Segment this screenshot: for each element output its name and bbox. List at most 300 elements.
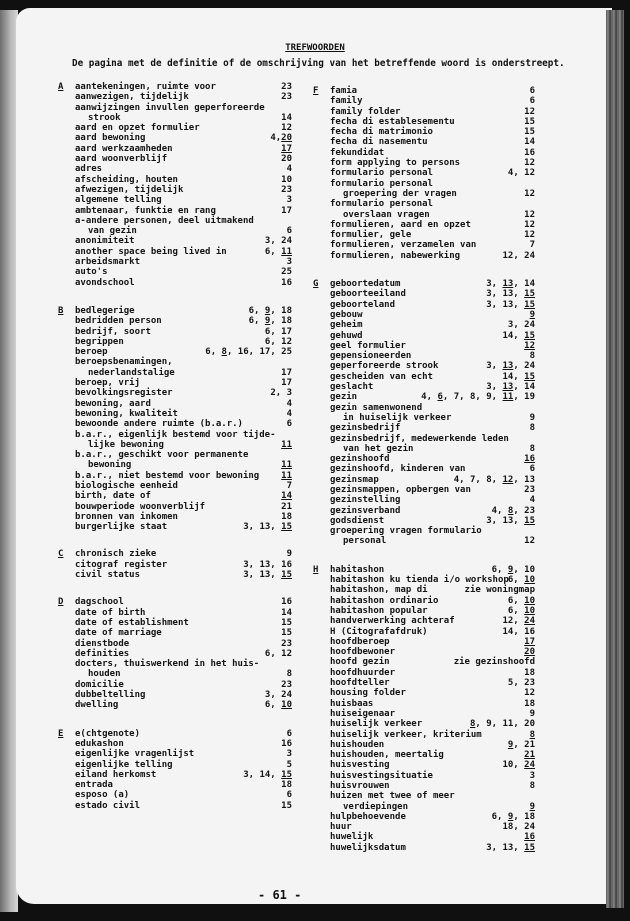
definition-page-underlined: 11: [281, 470, 292, 481]
index-term: gezinsmap: [330, 474, 379, 485]
index-page-refs: 16: [281, 738, 292, 749]
index-term: bronnen van inkomen: [75, 511, 178, 522]
index-page-refs: 14, 15: [502, 330, 535, 341]
index-term: auto's: [75, 267, 108, 278]
index-term: in huiselijk verkeer: [343, 412, 452, 423]
index-term: eigenlijke vragenlijst: [75, 749, 195, 760]
index-entry: [313, 678, 535, 688]
index-term: civil status: [75, 570, 141, 581]
index-page-refs: 4: [529, 495, 535, 506]
index-term: definities: [75, 648, 130, 659]
definition-page-underlined: 9: [264, 305, 271, 316]
index-section-c: [58, 549, 292, 580]
index-entry: [58, 399, 292, 409]
index-entry: [58, 502, 292, 512]
index-page-refs: 3, 14, 15: [243, 769, 292, 780]
index-page-refs: 16: [281, 277, 292, 288]
index-section-h: [313, 565, 535, 853]
index-entry: [58, 278, 292, 288]
index-entry: [313, 158, 535, 168]
index-page-refs: 3: [529, 770, 535, 781]
index-page-refs: 3, 13, 15: [486, 289, 535, 300]
index-entry: [313, 107, 535, 117]
index-page-refs: 7: [286, 480, 292, 491]
index-page-refs: 16: [281, 597, 292, 608]
index-page-refs: 7: [529, 240, 535, 251]
index-entry: [313, 647, 535, 657]
index-page-refs: 12: [524, 230, 535, 241]
index-entry: [58, 700, 292, 710]
index-term: formulieren, nabewerking: [330, 250, 461, 261]
index-page-refs: 3, 24: [507, 320, 535, 331]
index-page-refs: 5: [286, 759, 292, 770]
index-term: formulario personal: [330, 178, 433, 189]
definition-page-underlined: 13: [502, 382, 514, 393]
index-term: habitashon ordinario: [330, 595, 439, 606]
index-entry: [313, 657, 535, 667]
index-term: gezinsmappen, opbergen van: [330, 484, 471, 495]
index-page-refs: 15: [281, 617, 292, 628]
index-page-refs: [524, 832, 535, 842]
index-entry: [58, 450, 292, 460]
index-entry: [313, 220, 535, 230]
definition-page-underlined: 15: [524, 289, 535, 300]
index-term: citograf register: [75, 559, 168, 570]
index-entry: [58, 82, 292, 92]
index-section-d: [58, 597, 292, 710]
index-term: gezinsverband: [330, 505, 401, 516]
definition-page-underlined: 8: [469, 719, 476, 730]
index-entry: [58, 92, 292, 102]
index-page-refs: 6, 9, 18: [248, 305, 292, 316]
index-page-refs: [530, 730, 535, 740]
index-term: domicilie: [75, 679, 124, 690]
index-term: dienstbode: [75, 638, 130, 649]
index-entry: [313, 740, 535, 750]
index-page-refs: 17: [281, 378, 292, 389]
index-entry: [313, 750, 535, 760]
index-term: bewoning, aard: [75, 398, 151, 409]
index-term: personal: [343, 536, 387, 547]
index-entry: [313, 526, 535, 536]
index-term: bewoonde andere ruimte (b.a.r.): [75, 419, 243, 430]
index-page-refs: 15: [281, 628, 292, 639]
index-entry: [313, 791, 535, 801]
index-entry: [58, 378, 292, 388]
index-page-refs: 18: [281, 780, 292, 791]
index-page-refs: 18: [524, 698, 535, 709]
index-page-refs: 6: [286, 419, 292, 430]
index-page-refs: 14, 15: [502, 371, 535, 382]
index-entry: [58, 113, 292, 123]
definition-page-underlined: 11: [281, 439, 292, 450]
index-page-refs: 8: [529, 443, 535, 454]
index-term: gezinstelling: [330, 495, 401, 506]
index-term: gezinshoofd, kinderen van: [330, 464, 466, 475]
index-term: formulario personal: [330, 199, 433, 210]
index-term: b.a.r., niet bestemd voor bewoning: [75, 470, 260, 481]
index-entry: [313, 320, 535, 330]
index-term: huisvestingsituatie: [330, 770, 433, 781]
index-section-a: [58, 82, 292, 288]
index-page-refs: [281, 460, 292, 470]
definition-page-underlined: 10: [524, 575, 535, 586]
index-term: date of birth: [75, 607, 146, 618]
index-page-refs: 4, 6, 7, 8, 9, 11, 19: [421, 392, 535, 403]
index-entry: [58, 226, 292, 236]
index-entry: [313, 444, 535, 454]
index-entry: [58, 247, 292, 257]
index-page-refs: 12: [524, 106, 535, 117]
index-page-refs: 12: [524, 219, 535, 230]
index-entry: [58, 144, 292, 154]
index-page-refs: 3, 24: [264, 236, 292, 247]
index-entry: [313, 148, 535, 158]
index-term: gescheiden van echt: [330, 371, 433, 382]
page-title-text: TREFWOORDEN: [285, 43, 345, 53]
index-entry: [58, 216, 292, 226]
index-entry: [313, 506, 535, 516]
index-term: date of establishment: [75, 617, 189, 628]
index-entry: [313, 96, 535, 106]
index-term: bewoning: [88, 460, 132, 471]
index-section-b: [58, 306, 292, 533]
index-entry: [58, 491, 292, 501]
index-page-refs: 3: [286, 195, 292, 206]
definition-page-underlined: 9: [507, 811, 514, 822]
index-term: habitashon: [330, 564, 385, 575]
index-term: bedlegerige: [75, 305, 135, 316]
index-entry: [313, 464, 535, 474]
index-term: huur: [330, 822, 352, 833]
page-title: [0, 43, 630, 53]
index-page-refs: 10, 24: [502, 760, 535, 771]
index-term: hoofdteller: [330, 678, 390, 689]
index-term: family folder: [330, 106, 401, 117]
index-term: estado civil: [75, 800, 141, 811]
index-entry: [58, 440, 292, 450]
index-entry: [313, 575, 535, 585]
index-term: birth, date of: [75, 491, 151, 502]
definition-page-underlined: 6: [437, 392, 443, 403]
index-page-refs: [524, 454, 535, 464]
index-entry: [313, 627, 535, 637]
index-term: bewoning, kwaliteit: [75, 408, 178, 419]
index-entry: [313, 730, 535, 740]
index-page-refs: 4, 7, 8, 12, 13: [453, 474, 535, 485]
index-term: anonimiteit: [75, 236, 135, 247]
index-page-refs: 9: [286, 549, 292, 560]
index-term: huisbaas: [330, 698, 374, 709]
index-entry: [313, 781, 535, 791]
index-term: huiselijk verkeer: [330, 719, 423, 730]
index-page-refs: 6, 9, 10: [491, 564, 535, 575]
index-entry: [313, 117, 535, 127]
index-entry: [58, 739, 292, 749]
index-entry: [313, 230, 535, 240]
index-term: bedridden person: [75, 316, 162, 327]
index-page-refs: 4: [286, 408, 292, 419]
index-term: huiselijk verkeer, kriterium: [330, 729, 482, 740]
index-page-refs: 9: [529, 412, 535, 423]
index-term: beroep: [75, 347, 108, 358]
index-entry: [313, 210, 535, 220]
index-page-refs: 6: [529, 86, 535, 96]
index-term: arbeidsmarkt: [75, 257, 141, 268]
index-entry: [313, 475, 535, 485]
index-page-refs: 14, 16: [502, 626, 535, 637]
index-term: fecha di matrimonio: [330, 127, 433, 138]
index-entry: [313, 251, 535, 261]
index-page-refs: 4, 8, 23: [491, 505, 535, 516]
index-page-refs: 23: [524, 484, 535, 495]
index-entry: [313, 454, 535, 464]
index-term: verdiepingen: [343, 801, 409, 812]
index-term: bouwperiode woonverblijf: [75, 501, 206, 512]
index-term: form applying to persons: [330, 158, 461, 169]
index-page-refs: 6, 12: [264, 336, 292, 347]
index-entry: [58, 618, 292, 628]
index-entry: [58, 154, 292, 164]
index-term: hulpbehoevende: [330, 811, 406, 822]
index-term: geboorteeiland: [330, 289, 406, 300]
index-page-refs: 15: [524, 116, 535, 127]
section-letter: D: [58, 597, 64, 608]
definition-page-underlined: 11: [281, 460, 292, 471]
index-entry: [313, 413, 535, 423]
index-page-refs: 14: [524, 137, 535, 148]
index-entry: [313, 516, 535, 526]
index-page-refs: 20: [281, 154, 292, 165]
index-page-refs: 23: [281, 679, 292, 690]
index-page-refs: 2, 3: [270, 388, 292, 399]
index-page-refs: zie gezinshoofd: [453, 657, 535, 668]
index-term: housing folder: [330, 688, 406, 699]
definition-page-underlined: 10: [281, 700, 292, 711]
index-term: hoofdhuurder: [330, 667, 396, 678]
index-term: hoofdbewoner: [330, 647, 396, 658]
index-term: huisvrouwen: [330, 781, 390, 791]
index-term: hoofd gezin: [330, 657, 390, 668]
index-entry: [313, 699, 535, 709]
index-term: van het gezin: [343, 443, 414, 454]
definition-page-underlined: 20: [524, 647, 535, 658]
index-page-refs: 8: [529, 351, 535, 362]
index-term: huishouden, meertalig: [330, 750, 444, 761]
index-term: gezinsbedrijf: [330, 423, 401, 434]
index-page-refs: 3, 13, 15: [243, 570, 292, 581]
index-term: formulier, gele: [330, 230, 412, 241]
index-term: formulieren, aard en opzet: [330, 219, 471, 230]
index-entry: [313, 189, 535, 199]
index-entry: [313, 565, 535, 575]
index-entry: [313, 351, 535, 361]
index-entry: [58, 327, 292, 337]
index-term: eigenlijke telling: [75, 759, 173, 770]
index-entry: [313, 361, 535, 371]
definition-page-underlined: 9: [507, 564, 514, 575]
index-page-refs: 3, 13, 16: [243, 559, 292, 570]
index-column-right: [313, 86, 535, 853]
definition-page-underlined: 12: [502, 474, 514, 485]
index-page-refs: 4: [286, 164, 292, 175]
index-term: ambtenaar, funktie en rang: [75, 205, 216, 216]
definition-page-underlined: 8: [507, 505, 514, 516]
index-page-refs: 18: [281, 511, 292, 522]
index-page-refs: 3, 13, 14: [486, 279, 535, 290]
index-page-refs: 3, 13, 15: [486, 515, 535, 526]
index-entry: [313, 199, 535, 209]
index-column-left: [58, 82, 292, 811]
index-entry: [313, 668, 535, 678]
index-entry: [58, 460, 292, 470]
index-page-refs: 3: [286, 257, 292, 268]
index-page-refs: 6, 12: [264, 648, 292, 659]
index-term: afwezigen, tijdelijk: [75, 184, 184, 195]
definition-page-underlined: 21: [524, 750, 535, 761]
index-entry: [313, 637, 535, 647]
index-page-refs: 6, 10: [507, 595, 535, 606]
index-entry: [313, 719, 535, 729]
index-term: b.a.r., eigenlijk bestemd voor tijde-: [75, 429, 276, 440]
definition-page-underlined: 17: [524, 636, 535, 647]
index-term: aanwijzingen invullen geperforeerde: [75, 102, 265, 113]
index-page-refs: 5, 23: [507, 678, 535, 689]
definition-page-underlined: 9: [264, 316, 271, 327]
index-term: strook: [88, 112, 121, 123]
definition-page-underlined: 11: [502, 392, 514, 403]
index-entry: [313, 822, 535, 832]
definition-page-underlined: 10: [524, 605, 535, 616]
index-entry: [313, 832, 535, 842]
index-entry: [313, 606, 535, 616]
index-term: habitashon ku tienda i/o workshop: [330, 575, 509, 586]
index-entry: [313, 423, 535, 433]
definition-page-underlined: 9: [507, 739, 514, 750]
index-page-refs: [524, 637, 535, 647]
index-section-g: [313, 279, 535, 547]
index-entry: [58, 522, 292, 532]
index-page-refs: 6, 9, 18: [491, 811, 535, 822]
index-page-refs: 12: [524, 536, 535, 547]
index-page-refs: 6, 10: [507, 575, 535, 586]
index-term: huishouden: [330, 739, 385, 750]
index-page-refs: 6, 10: [264, 700, 292, 711]
index-entry: [58, 729, 292, 739]
index-entry: [58, 175, 292, 185]
definition-page-underlined: 8: [529, 729, 535, 740]
index-entry: [58, 337, 292, 347]
index-term: gezin samenwonend: [330, 402, 423, 413]
index-term: lijke bewoning: [88, 439, 164, 450]
index-section-f: [313, 86, 535, 261]
index-page-refs: 15: [524, 127, 535, 138]
index-page-refs: [530, 310, 535, 320]
index-entry: [58, 316, 292, 326]
index-entry: [58, 267, 292, 277]
index-term: formulario personal: [330, 168, 433, 179]
index-page-refs: 15: [281, 800, 292, 811]
index-term: gepensioneerden: [330, 351, 412, 362]
index-term: avondschool: [75, 277, 135, 288]
index-term: aanwezigen, tijdelijk: [75, 92, 189, 103]
index-term: nederlandstalige: [88, 367, 175, 378]
section-letter: F: [313, 86, 319, 96]
index-term: afscheiding, houten: [75, 174, 178, 185]
index-entry: [58, 388, 292, 398]
page-edge-stack: [606, 10, 624, 908]
definition-page-underlined: 9: [529, 801, 535, 812]
index-entry: [58, 368, 292, 378]
index-term: date of marriage: [75, 628, 162, 639]
index-term: houden: [88, 669, 121, 680]
index-entry: [58, 669, 292, 679]
index-term: groepering der vragen: [343, 188, 457, 199]
index-page-refs: [524, 341, 535, 351]
index-entry: [58, 347, 292, 357]
index-entry: [313, 137, 535, 147]
definition-page-underlined: 24: [524, 760, 535, 771]
page-number: - 61 -: [258, 888, 302, 902]
index-term: docters, thuiswerkend in het huis-: [75, 659, 260, 670]
index-page-refs: 6, 9, 18: [248, 316, 292, 327]
index-term: famia: [330, 86, 358, 96]
definition-page-underlined: 11: [281, 246, 292, 257]
index-term: aard en opzet formulier: [75, 123, 200, 134]
index-entry: [313, 168, 535, 178]
definition-page-underlined: 15: [524, 515, 535, 526]
index-entry: [58, 206, 292, 216]
index-term: dagschool: [75, 597, 124, 608]
definition-page-underlined: 17: [281, 143, 292, 154]
index-entry: [313, 240, 535, 250]
index-page-refs: 6: [286, 790, 292, 801]
definition-page-underlined: 15: [524, 299, 535, 310]
index-page-refs: 12: [281, 123, 292, 134]
definition-page-underlined: 12: [524, 340, 535, 351]
index-term: aard bewoning: [75, 133, 146, 144]
index-entry: [313, 127, 535, 137]
index-entry: [58, 430, 292, 440]
index-term: eiland herkomst: [75, 769, 157, 780]
index-entry: [313, 392, 535, 402]
index-entry: [58, 195, 292, 205]
index-entry: [313, 372, 535, 382]
index-term: H (Citografafdruk): [330, 626, 428, 637]
index-term: gehuwd: [330, 330, 363, 341]
index-entry: [313, 341, 535, 351]
index-entry: [58, 628, 292, 638]
definition-page-underlined: 10: [524, 595, 535, 606]
section-letter: C: [58, 549, 64, 560]
index-page-refs: 18: [524, 667, 535, 678]
index-term: aard woonverblijf: [75, 154, 168, 165]
index-page-refs: [281, 440, 292, 450]
index-entry: [58, 749, 292, 759]
index-entry: [58, 608, 292, 618]
index-entry: [313, 760, 535, 770]
index-entry: [313, 802, 535, 812]
index-entry: [58, 780, 292, 790]
index-page-refs: 12: [524, 209, 535, 220]
index-page-refs: 14: [281, 112, 292, 123]
definition-page-underlined: 9: [529, 309, 535, 320]
index-page-refs: 23: [281, 92, 292, 103]
index-page-refs: [524, 647, 535, 657]
index-term: begrippen: [75, 336, 124, 347]
index-term: bevolkingsregister: [75, 388, 173, 399]
index-page-refs: 3, 13, 14: [486, 382, 535, 393]
